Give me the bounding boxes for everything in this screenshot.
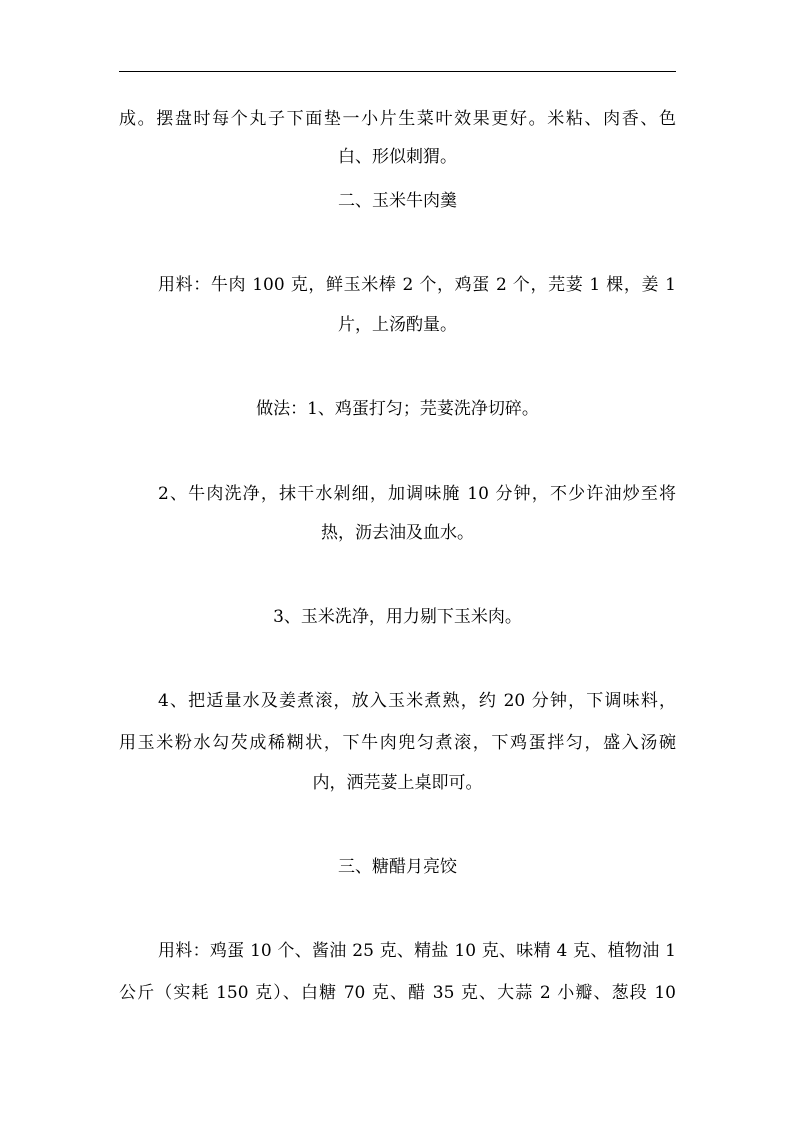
method-step-2-line-1: 2、牛肉洗净，抹干水剁细，加调味腌 10 分钟，不少许油炒至将 [158, 484, 676, 504]
method-step-4-line-3: 内，洒芫荽上桌即可。 [312, 773, 483, 793]
ingredients2-line-1: 用料：鸡蛋 10 个、酱油 25 克、精盐 10 克、味精 4 克、植物油 1 [158, 941, 676, 961]
header-rule [119, 71, 676, 72]
method-step-4-line-1: 4、把适量水及姜煮滚，放入玉米煮熟，约 20 分钟，下调味料， [158, 691, 676, 711]
method-step-1: 做法：1、鸡蛋打匀；芫荽洗净切碎。 [256, 399, 539, 419]
text-line-2: 白、形似刺猬。 [338, 147, 457, 167]
ingredients-line-2: 片，上汤酌量。 [338, 315, 457, 335]
method-step-3: 3、玉米洗净，用力剔下玉米肉。 [273, 607, 522, 627]
method-step-4-line-2: 用玉米粉水勾芡成稀糊状，下牛肉兜匀煮滚，下鸡蛋拌匀，盛入汤碗 [119, 733, 676, 753]
ingredients-line-1: 用料：牛肉 100 克，鲜玉米棒 2 个，鸡蛋 2 个，芫荽 1 棵，姜 1 [158, 275, 676, 295]
ingredients2-line-2: 公斤（实耗 150 克）、白糖 70 克、醋 35 克、大蒜 2 小瓣、葱段 10 [119, 983, 676, 1003]
section-heading-sweet-sour-moon-dumplings: 三、糖醋月亮饺 [338, 857, 457, 877]
method-step-2-line-2: 热，沥去油及血水。 [321, 523, 474, 543]
section-heading-corn-beef-soup: 二、玉米牛肉羹 [338, 191, 457, 211]
text-line-1: 成。摆盘时每个丸子下面垫一小片生菜叶效果更好。米粘、肉香、色 [119, 109, 676, 129]
